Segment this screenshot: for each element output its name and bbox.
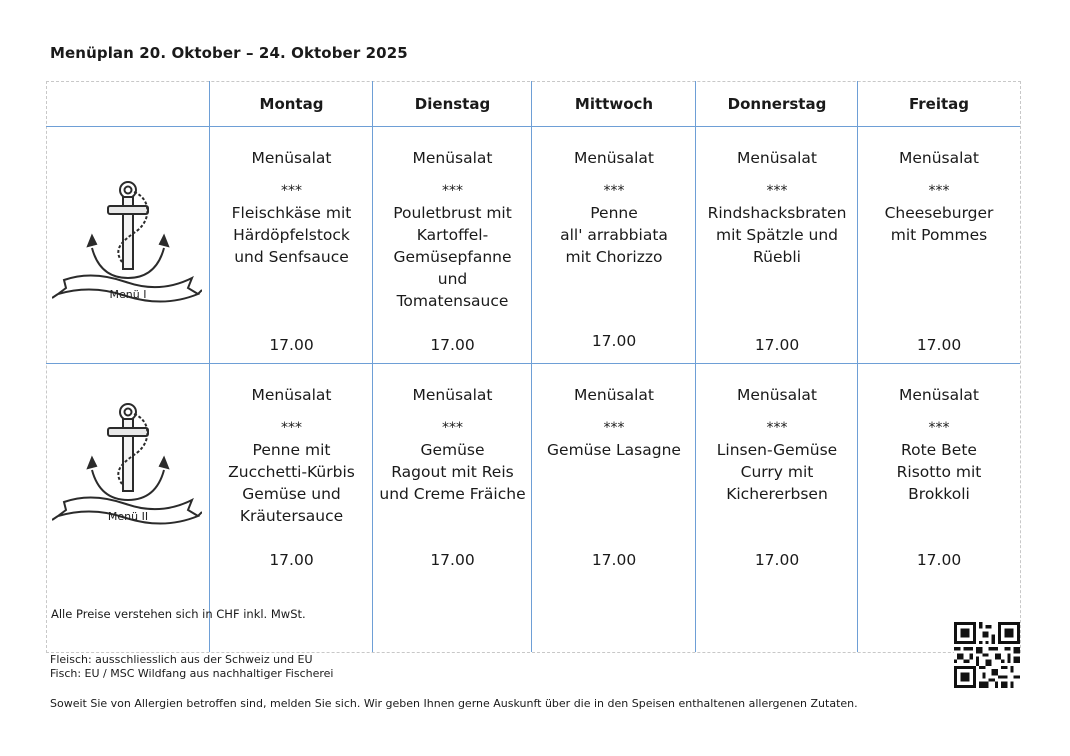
salad-label: Menüsalat <box>898 149 979 167</box>
price-menu-2-dienstag: 17.00 <box>430 551 475 569</box>
dish-line: Rüebli <box>753 248 801 266</box>
salad-label: Menüsalat <box>573 149 654 167</box>
day-header-dienstag: Dienstag <box>414 95 491 113</box>
dish-line: Gemüse und <box>242 485 341 503</box>
separator-stars: *** <box>603 183 625 199</box>
menu-1-label: Menü I <box>109 288 147 301</box>
anchor-menu-2-icon <box>52 400 202 530</box>
salad-label: Menüsalat <box>412 149 493 167</box>
salad-label: Menüsalat <box>251 386 332 404</box>
separator-stars: *** <box>281 420 302 436</box>
menu-1-cell-mittwoch <box>532 148 696 268</box>
separator-stars: *** <box>442 183 463 199</box>
menu-2-cell-freitag <box>858 385 1020 505</box>
dish-line: Rindshacksbraten <box>707 204 847 222</box>
separator-stars: *** <box>281 183 302 199</box>
dish-line: Gemüsepfanne <box>393 248 512 266</box>
price-menu-2-montag: 17.00 <box>269 551 314 569</box>
dish-line: Penne mit <box>252 441 331 459</box>
dish-line: Risotto mit <box>896 463 982 481</box>
separator-stars: *** <box>442 420 463 436</box>
row-divider <box>46 363 1020 364</box>
anchor-menu-1-icon <box>52 178 202 308</box>
dish-line: Curry mit <box>740 463 814 481</box>
price-menu-2-mittwoch: 17.00 <box>591 551 637 569</box>
dish-line: Rote Bete <box>901 441 977 459</box>
salad-label: Menüsalat <box>736 386 817 404</box>
menu-2-cell-donnerstag <box>696 385 858 505</box>
page-title: Menüplan 20. Oktober – 24. Oktober 2025 <box>50 44 408 62</box>
dish-line: Penne <box>590 204 638 222</box>
dish-line: Kartoffel- <box>416 226 489 244</box>
fish-origin-note: Fisch: EU / MSC Wildfang aus nachhaltiger Fischerei <box>50 667 334 680</box>
separator-stars: *** <box>766 183 788 199</box>
dish-line: Fleischkäse mit <box>231 204 352 222</box>
menu-2-cell-montag <box>210 385 373 527</box>
separator-stars: *** <box>766 420 788 436</box>
dish-line: Kichererbsen <box>726 485 828 503</box>
dish-line: Ragout mit Reis <box>391 463 514 481</box>
dish-line: und Creme Fräiche <box>379 485 526 503</box>
dish-line: Tomatensauce <box>396 292 509 310</box>
dish-line: all' arrabbiata <box>560 226 668 244</box>
price-menu-1-montag: 17.00 <box>269 336 314 354</box>
menu-2-label: Menü II <box>107 510 149 523</box>
price-menu-2-donnerstag: 17.00 <box>754 551 800 569</box>
dish-line: mit Spätzle und <box>715 226 839 244</box>
separator-stars: *** <box>928 183 950 199</box>
dish-line: Pouletbrust mit <box>393 204 512 222</box>
menu-1-cell-donnerstag <box>696 148 858 268</box>
salad-label: Menüsalat <box>736 149 817 167</box>
day-header-freitag: Freitag <box>908 95 970 113</box>
prices-note: Alle Preise verstehen sich in CHF inkl. MwSt. <box>51 607 306 621</box>
dish-line: mit Chorizzo <box>565 248 663 266</box>
dish-line: Härdöpfelstock <box>233 226 350 244</box>
separator-stars: *** <box>603 420 625 436</box>
dish-line: Zucchetti-Kürbis <box>228 463 355 481</box>
separator-stars: *** <box>928 420 950 436</box>
meat-origin-note: Fleisch: ausschliesslich aus der Schweiz und EU <box>50 653 313 666</box>
dish-line: Gemüse Lasagne <box>547 441 681 459</box>
menu-2-cell-dienstag <box>373 385 532 505</box>
dish-line: Gemüse <box>420 441 485 459</box>
salad-label: Menüsalat <box>412 386 493 404</box>
qr-code-icon <box>954 622 1020 688</box>
dish-line: Brokkoli <box>908 485 970 503</box>
salad-label: Menüsalat <box>251 149 332 167</box>
salad-label: Menüsalat <box>898 386 979 404</box>
price-menu-1-freitag: 17.00 <box>916 336 962 354</box>
menu-1-cell-freitag <box>858 148 1020 246</box>
price-menu-1-dienstag: 17.00 <box>430 336 475 354</box>
price-menu-2-freitag: 17.00 <box>916 551 962 569</box>
dish-line: mit Pommes <box>890 226 988 244</box>
day-header-montag: Montag <box>259 95 324 113</box>
dish-line: und <box>437 270 468 288</box>
dish-line: Linsen-Gemüse <box>716 441 838 459</box>
menu-1-cell-dienstag <box>373 148 532 312</box>
allergy-note: Soweit Sie von Allergien betroffen sind, melden Sie sich. Wir geben Ihnen gerne Auskunft über die in den Speisen enthaltenen allergenen Zutaten. <box>50 697 858 710</box>
price-menu-1-mittwoch: 17.00 <box>591 332 637 350</box>
menu-1-cell-montag <box>210 148 373 268</box>
day-header-donnerstag: Donnerstag <box>727 95 827 113</box>
salad-label: Menüsalat <box>573 386 654 404</box>
row-divider <box>46 126 1020 127</box>
day-header-mittwoch: Mittwoch <box>574 95 654 113</box>
dish-line: Cheeseburger <box>884 204 994 222</box>
dish-line: und Senfsauce <box>234 248 349 266</box>
price-menu-1-donnerstag: 17.00 <box>754 336 800 354</box>
dish-line: Kräutersauce <box>239 507 344 525</box>
menu-2-cell-mittwoch <box>532 385 696 461</box>
